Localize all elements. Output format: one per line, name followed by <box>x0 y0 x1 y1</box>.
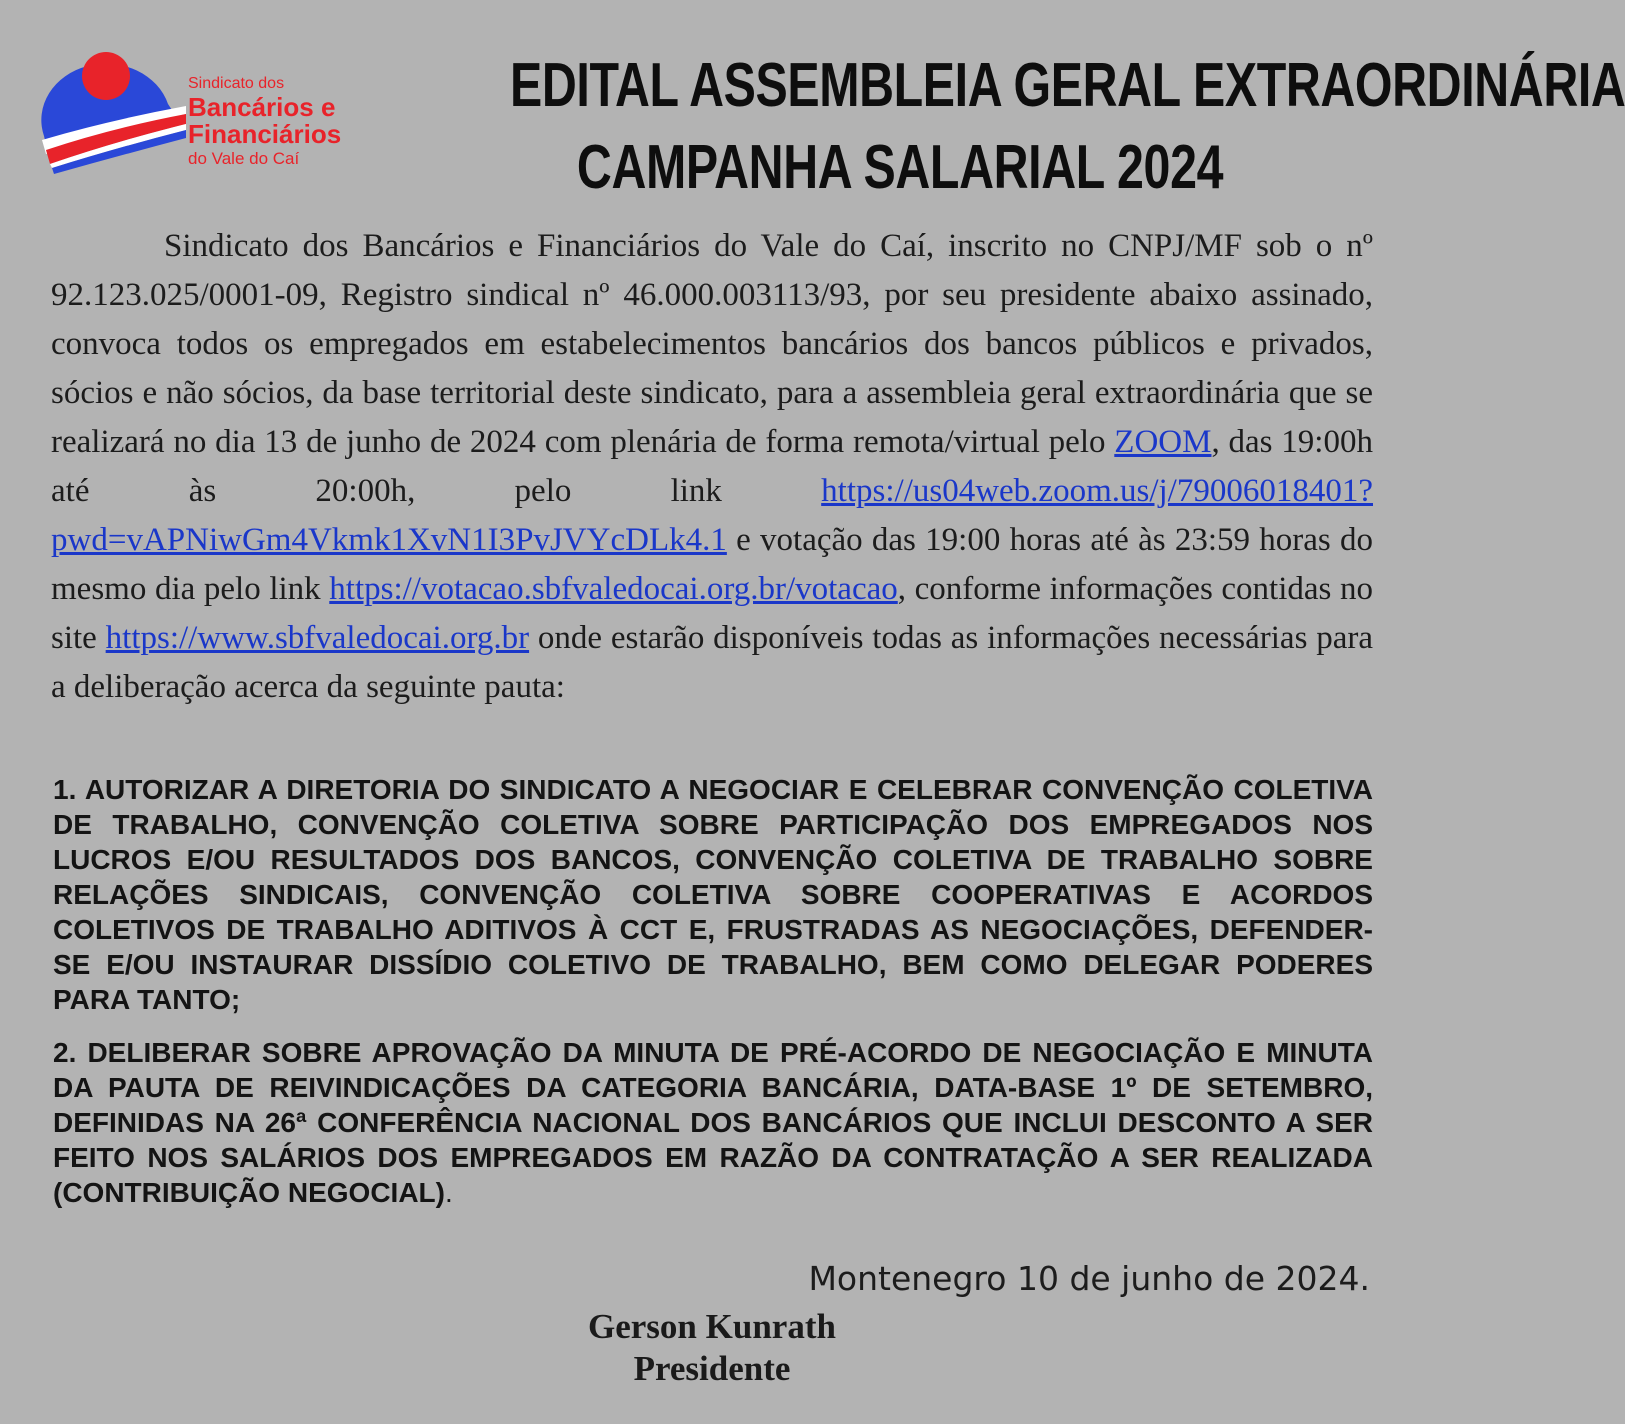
body-text-part-1: Sindicato dos Bancários e Financiários do Vale do Caí, inscrito no CNPJ/MF sob o nº 92.123.025/0001-09, Registro sindical nº 46.000.003113/93, por seu presidente abaixo assinado, convoca todos os empregados em estabelecimentos bancários dos bancos públicos e privados, sócios e não sócios, da base territorial deste sindicato, para a assembleia geral extraordinária que se realizará no dia 13 de junho de 2024 com plenária de forma remota/virtual pelo <box>51 228 1373 460</box>
body-text-part-3: e votação das 19:00 horas até às 23:59 horas do mesmo dia pelo link <box>51 522 1373 607</box>
signer-role: Presidente <box>633 1349 791 1388</box>
union-logo <box>40 50 380 180</box>
logo-line-2: Bancários e <box>188 92 336 122</box>
convocation-paragraph <box>51 222 1373 712</box>
logo-line-3: Financiários <box>188 119 342 149</box>
title-line-2: CAMPANHA SALARIAL 2024 <box>576 133 1224 202</box>
logo-line-4: do Vale do Caí <box>188 149 300 168</box>
document-date: Montenegro 10 de junho de 2024. <box>808 1259 1370 1298</box>
logo-line-1: Sindicato dos <box>188 75 285 92</box>
body-text-part-5: onde estarão disponíveis todas as informações necessárias para a deliberação acerca da seguinte pauta: <box>51 620 1374 705</box>
agenda-item-2 <box>53 1035 1373 1210</box>
zoom-link[interactable]: ZOOM <box>1114 424 1212 460</box>
union-logo-text <box>188 76 341 167</box>
agenda-item-2-text: 2. DELIBERAR SOBRE APROVAÇÃO DA MINUTA DE PRÉ-ACORDO DE NEGOCIAÇÃO E MINUTA DA PAUTA DE REIVINDICAÇÕES DA CATEGORIA BANCÁRIA, DATA-BASE 1º DE SETEMBRO, DEFINIDAS NA 26ª CONFERÊNCIA NACIONAL DOS BANCÁRIOS QUE INCLUI DESCONTO A SER FEITO NOS SALÁRIOS DOS EMPREGADOS EM RAZÃO DA CONTRATAÇÃO A SER REALIZADA (CONTRIBUIÇÃO NEGOCIAL) <box>53 1037 1373 1208</box>
agenda-items <box>53 772 1373 1228</box>
voting-link[interactable]: https://votacao.sbfvaledocai.org.br/votacao <box>329 571 898 607</box>
signer-name: Gerson Kunrath <box>588 1307 836 1346</box>
agenda-item-2-period: . <box>444 1177 453 1208</box>
meeting-link[interactable]: https://us04web.zoom.us/j/79006018401?pwd=vAPNiwGm4Vkmk1XvN1I3PvJVYcDLk4.1 <box>51 473 1373 558</box>
union-logo-emblem-icon <box>40 50 190 180</box>
page-title <box>400 45 1625 209</box>
signature-block <box>512 1306 912 1390</box>
website-link[interactable]: https://www.sbfvaledocai.org.br <box>105 620 530 656</box>
body-text-part-4: , conforme informações contidas no site <box>51 571 1373 656</box>
title-line-1: EDITAL ASSEMBLEIA GERAL EXTRAORDINÁRIA <box>510 51 1625 120</box>
agenda-item-1: 1. AUTORIZAR A DIRETORIA DO SINDICATO A NEGOCIAR E CELEBRAR CONVENÇÃO COLETIVA DE TRABALHO, CONVENÇÃO COLETIVA SOBRE PARTICIPAÇÃO DOS EMPREGADOS NOS LUCROS E/OU RESULTADOS DOS BANCOS, CONVENÇÃO COLETIVA DE TRABALHO SOBRE RELAÇÕES SINDICAIS, CONVENÇÃO COLETIVA SOBRE COOPERATIVAS E ACORDOS COLETIVOS DE TRABALHO ADITIVOS À CCT E, FRUSTRADAS AS NEGOCIAÇÕES, DEFENDER-SE E/OU INSTAURAR DISSÍDIO COLETIVO DE TRABALHO, BEM COMO DELEGAR PODERES PARA TANTO; <box>53 774 1373 1015</box>
body-text-part-2: , das 19:00h até às 20:00h, pelo link <box>51 424 1373 509</box>
